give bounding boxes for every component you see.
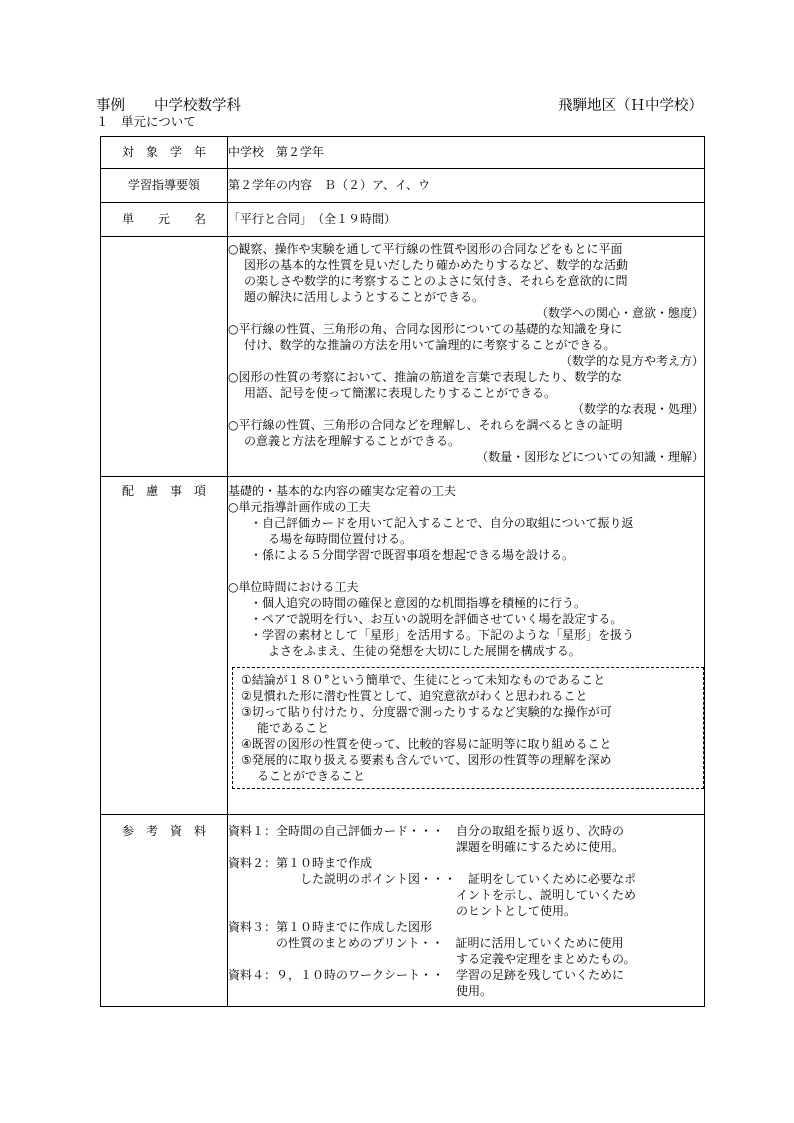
reference-line: 資料２：第１０時まで作成: [228, 856, 373, 870]
lesson-heading: ○単位時間における工夫: [228, 580, 359, 594]
label-considerations: 配 慮 事 項: [101, 477, 228, 815]
reference-line: 資料１：全時間の自己評価カード・・・ 自分の取組を振り返り、次時の: [228, 824, 625, 838]
unit-plan-item: ・係による５分間学習で既習事項を想起できる場を設ける。: [250, 548, 575, 562]
reason-item: ⑤発展的に取り扱える要素も含んでいて、図形の性質等の理解を深め: [241, 753, 612, 767]
lesson-item: よさをふまえ、生徒の発想を大切にした展開を構成する。: [268, 644, 581, 658]
spacer: [228, 563, 704, 579]
reference-line: した説明のポイント図・・・ 証明をしていくために必要なポ: [228, 872, 637, 886]
reference-line: のヒントとして使用。: [228, 904, 577, 918]
goal-3-tag: （数学的な表現・処理）: [571, 402, 704, 416]
goal-1-line: 図形の基本的な性質を見いだしたり確かめたりするなど、数学的な活動: [244, 258, 629, 272]
label-guideline: 学習指導要領: [101, 169, 228, 203]
goal-1-line: 題の解決に活用しようとすることができる。: [244, 290, 485, 304]
unit-plan-heading: ○単元指導計画作成の工夫: [228, 500, 371, 514]
unit-plan-item: ・自己評価カードを用いて記入することで、自分の取組について振り返: [250, 516, 634, 530]
reference-line: 資料３：第１０時までに作成した図形: [228, 920, 433, 934]
section-heading: １ 単元について: [96, 114, 196, 129]
table-row-guideline: [101, 169, 705, 203]
reference-line: の性質のまとめのプリント・・ 証明に活用していくために使用: [228, 936, 624, 950]
unit-plan-item: る場を毎時間位置付ける。: [268, 532, 413, 546]
label-unit-name: 単 元 名: [101, 203, 228, 237]
value-grade: 中学校 第２学年: [228, 137, 705, 169]
star-shape-reasons-box: [232, 667, 704, 789]
goal-4-line: の意義と方法を理解することができる。: [244, 434, 461, 448]
value-unit-name: 「平行と合同」 （全１９時間）: [228, 203, 705, 237]
table-row-unit-name: [101, 203, 705, 237]
lesson-item: ・ペアで説明を行い、お互いの説明を評価させていく場を設定する。: [250, 612, 623, 626]
label-references: 参 考 資 料: [101, 815, 228, 1007]
goal-2-tag: （数学的な見方や考え方）: [559, 354, 704, 368]
reason-item: 能であること: [257, 721, 330, 735]
lesson-item: ・個人追究の時間の確保と意図的な机間指導を積極的に行う。: [250, 596, 587, 610]
reference-line: 課題を明確にするために使用。: [228, 840, 625, 854]
goal-1-line: の楽しさや数学的に考察することのよさに気付き、それらを意欲的に問: [244, 274, 628, 288]
table-row-grade: [101, 137, 705, 169]
value-guideline: 第２学年の内容 Ｂ（２）ア、イ、ウ: [228, 169, 705, 203]
reference-line: 使用。: [228, 984, 493, 998]
document-title: 事例 中学校数学科: [96, 98, 241, 114]
goals-cell: [228, 237, 705, 477]
considerations-intro: 基礎的・基本的な内容の確実な定着の工夫: [228, 484, 457, 498]
goal-4-tag: （数量・図形などについての知識・理解）: [476, 450, 704, 464]
label-goals-empty: [101, 237, 228, 477]
reason-item: ①結論が１８０°という簡単で、生徒にとって未知なものであること: [241, 673, 606, 687]
lesson-item: ・学習の素材として「星形」を活用する。下記のような「星形」を扱う: [250, 628, 635, 642]
considerations-cell: [228, 477, 705, 815]
table-row-references: [101, 815, 705, 1007]
reference-line: する定義や定理をまとめたもの。: [228, 952, 636, 966]
reference-line: 資料４：９，１０時のワークシート・・ 学習の足跡を残していくために: [228, 968, 625, 982]
unit-table: [100, 136, 705, 1007]
table-row-considerations: [101, 477, 705, 815]
goal-3-line: ○図形の性質の考察において、推論の筋道を言葉で表現したり、数学的な: [228, 370, 623, 384]
references-cell: [228, 815, 705, 1007]
goal-3-line: 用語、記号を使って簡潔に表現したりすることができる。: [244, 386, 557, 400]
region-school-label: 飛騨地区（Ｈ中学校）: [558, 98, 703, 114]
reason-item: ②見慣れた形に潜む性質として、追究意欲がわくと思われること: [241, 689, 588, 703]
label-grade: 対 象 学 年: [101, 137, 228, 169]
reason-item: ③切って貼り付けたり、分度器で測ったりするなど実験的な操作が可: [241, 705, 612, 719]
reason-item: ④既習の図形の性質を使って、比較的容易に証明等に取り組めること: [241, 737, 612, 751]
goal-1-line: ○観察、操作や実験を通して平行線の性質や図形の合同などをもとに平面: [228, 242, 623, 256]
goal-1-tag: （数学への関心・意欲・態度）: [535, 306, 704, 320]
goal-2-line: 付け、数学的な推論の方法を用いて論理的に考察することができる。: [244, 338, 616, 352]
table-row-goals: [101, 237, 705, 477]
reason-item: ることができること: [257, 769, 366, 783]
reference-line: イントを示し、説明していくため: [228, 888, 637, 902]
goal-4-line: ○平行線の性質、三角形の合同などを理解し、それらを調べるときの証明: [228, 418, 623, 432]
goal-2-line: ○平行線の性質、三角形の角、合同な図形についての基礎的な知識を身に: [228, 322, 623, 336]
